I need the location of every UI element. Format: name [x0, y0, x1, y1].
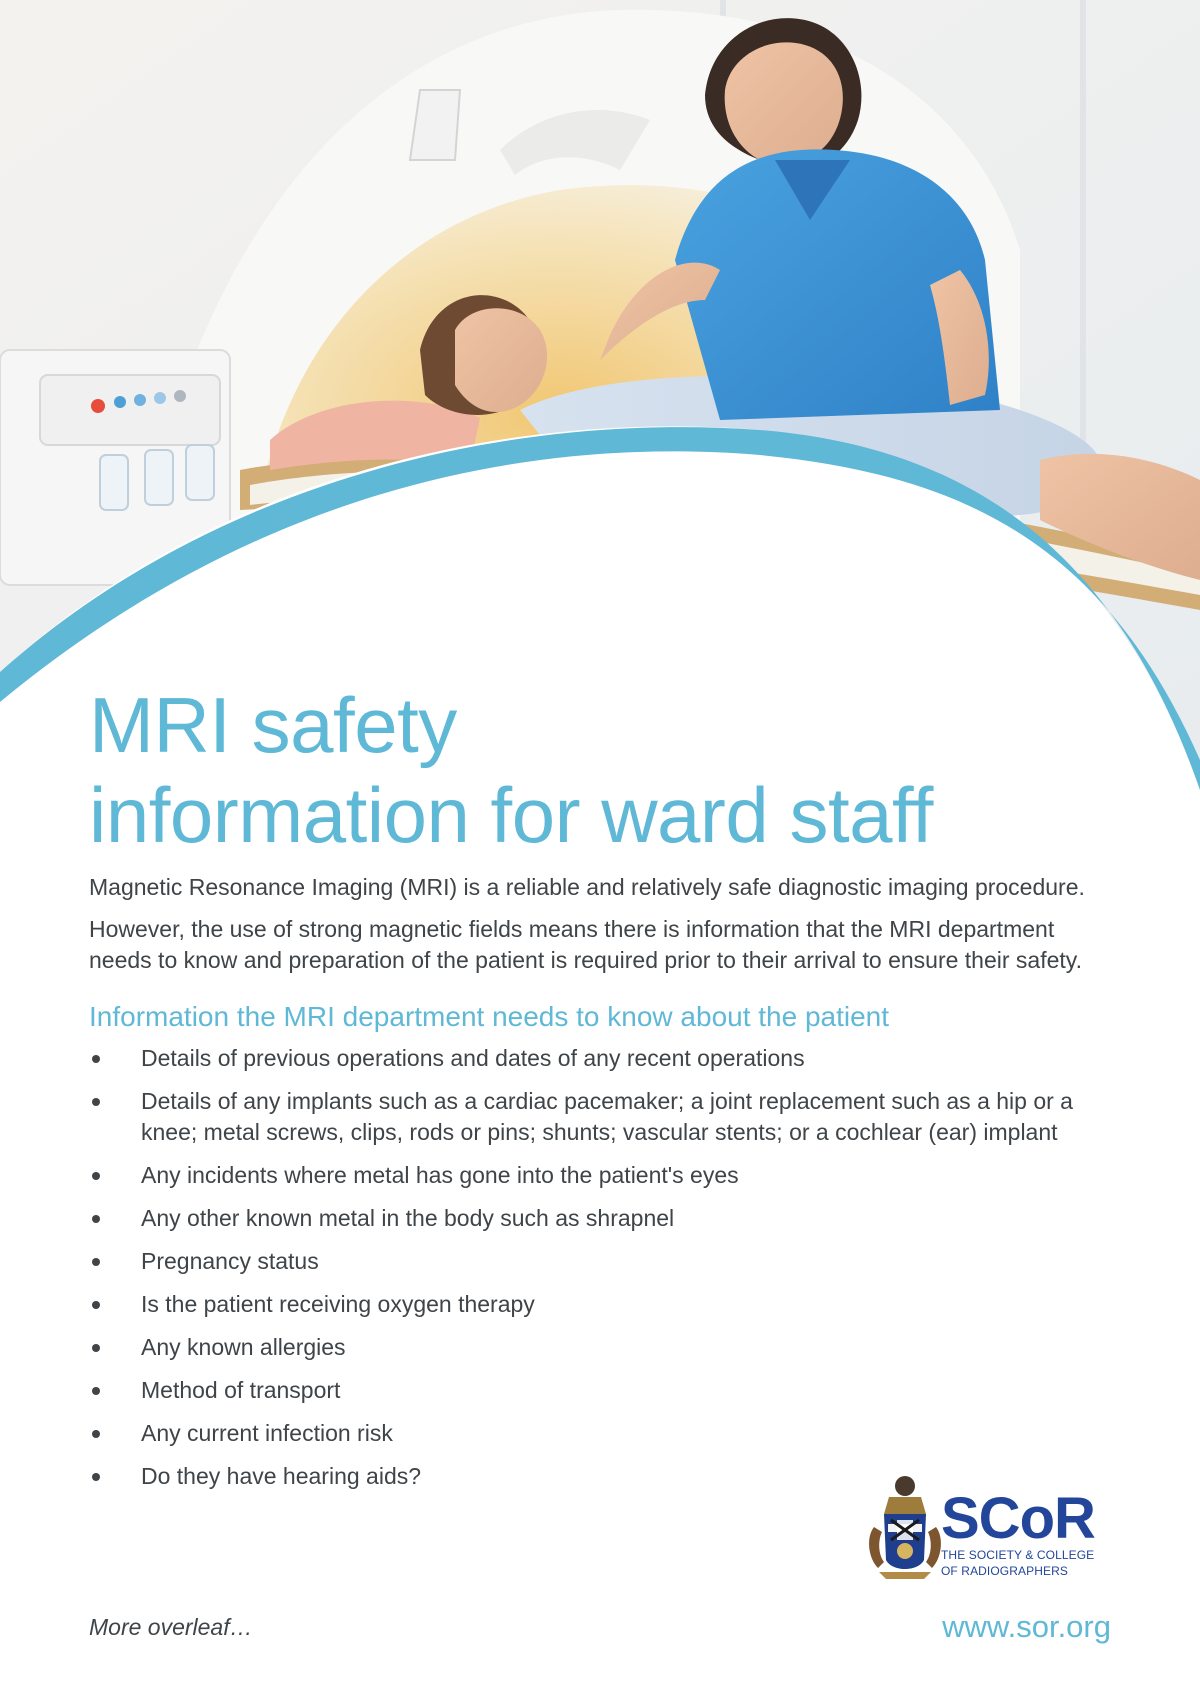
website-url[interactable]: www.sor.org: [942, 1609, 1111, 1644]
bullet-item: Method of transport: [89, 1375, 1109, 1406]
main-content: [89, 680, 1119, 1504]
bullet-item: Details of previous operations and dates of any recent operations: [89, 1043, 1109, 1074]
bullet-item: Any current infection risk: [89, 1418, 1109, 1449]
bullet-item: Is the patient receiving oxygen therapy: [89, 1289, 1109, 1320]
logo-subtitle-line-1: THE SOCIETY & COLLEGE: [941, 1548, 1095, 1562]
bullet-item: Pregnancy status: [89, 1246, 1109, 1277]
bullet-item: Any known allergies: [89, 1332, 1109, 1363]
logo-main-text: SCoR: [941, 1486, 1095, 1551]
bullet-item: Details of any implants such as a cardiac pacemaker; a joint replacement such as a hip or a knee; metal screws, clips, rods or pins; shunts; vascular stents; or a cochlear (ear) implant: [89, 1086, 1109, 1148]
crest-icon: [866, 1472, 944, 1587]
more-overleaf-text: More overleaf…: [89, 1614, 253, 1640]
title-line-2: information for ward staff: [89, 771, 933, 859]
title-line-1: MRI safety: [89, 681, 457, 769]
bullet-item: Do they have hearing aids?: [89, 1461, 1109, 1492]
bullet-item: Any other known metal in the body such as shrapnel: [89, 1203, 1109, 1234]
scor-logo: [866, 1472, 1116, 1587]
page-title: [89, 680, 1119, 860]
intro-text: [89, 872, 1119, 976]
intro-paragraph-1: Magnetic Resonance Imaging (MRI) is a reliable and relatively safe diagnostic imaging procedure.: [89, 874, 1085, 900]
logo-subtitle-line-2: OF RADIOGRAPHERS: [941, 1564, 1068, 1578]
logo-wordmark: [941, 1486, 1116, 1578]
intro-paragraph-2: However, the use of strong magnetic fields means there is information that the MRI department needs to know and preparation of the patient is required prior to their arrival to ensure their safety.: [89, 916, 1082, 973]
section-heading: Information the MRI department needs to know about the patient: [89, 1001, 890, 1032]
info-bullet-list: [89, 1043, 1109, 1492]
bullet-item: Any incidents where metal has gone into the patient's eyes: [89, 1160, 1109, 1191]
